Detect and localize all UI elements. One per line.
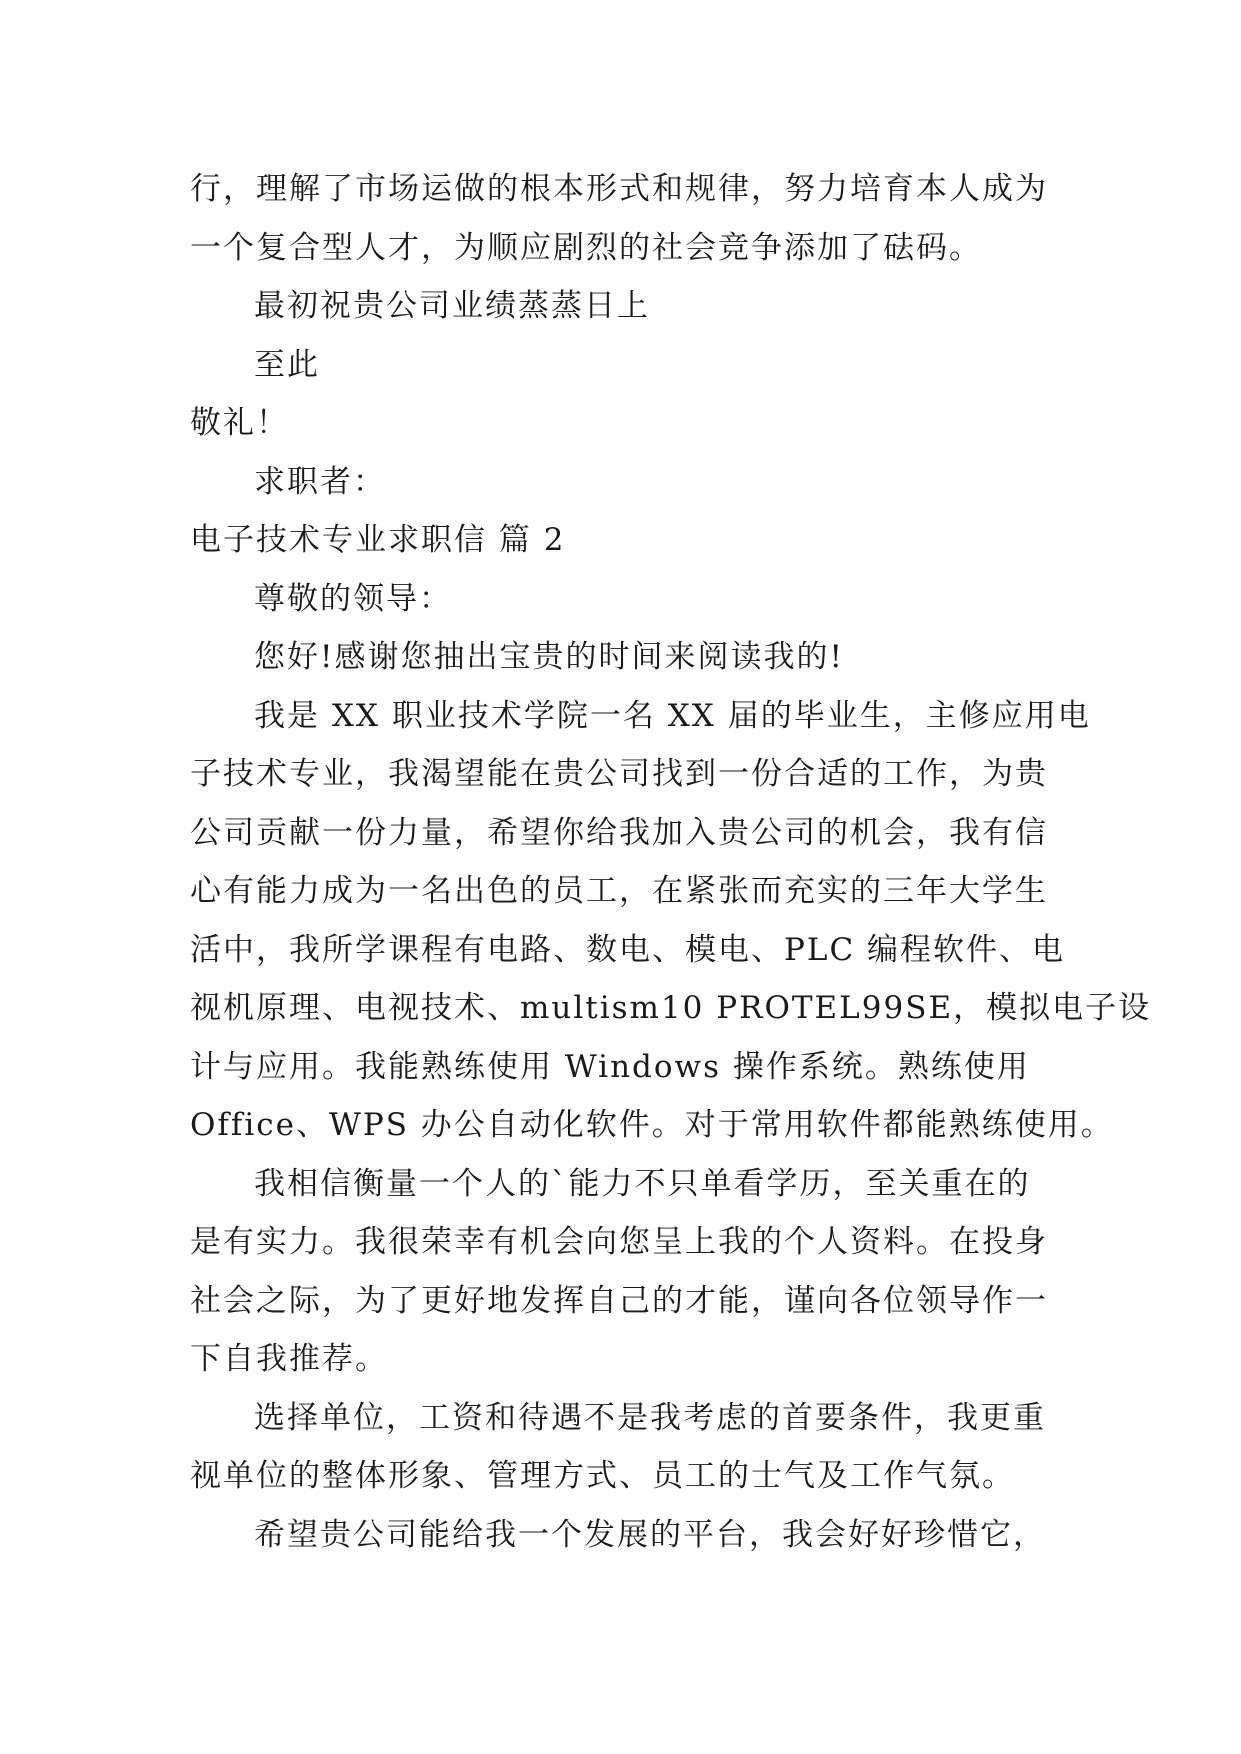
closing-regards: 敬礼！ [190,405,289,441]
text-line: 行，理解了市场运做的根本形式和规律，努力培育本人成为 [190,171,1048,207]
text-line: 我相信衡量一个人的`能力不只单看学历，至关重在的 [254,1165,1031,1202]
text-line: 心有能力成为一名出色的员工，在紧张而充实的三年大学生 [190,873,1048,909]
document-page [190,160,1152,1564]
text-line: 子技术专业，我渴望能在贵公司找到一份合适的工作，为贵 [190,756,1048,792]
text-line: Office、WPS 办公自动化软件。对于常用软件都能熟练使用。 [190,1107,1114,1143]
text-line: 选择单位，工资和待遇不是我考虑的首要条件，我更重 [254,1399,1046,1436]
text-line: 希望贵公司能给我一个发展的平台，我会好好珍惜它， [254,1516,1046,1553]
closing-wish: 最初祝贵公司业绩蒸蒸日上 [254,288,650,324]
closing-salutation: 至此 [254,346,320,383]
text-line: 社会之际，为了更好地发挥自己的才能，谨向各位领导作一 [190,1282,1048,1319]
text-line: 计与应用。我能熟练使用 Windows 操作系统。熟练使用 [190,1048,1030,1085]
greeting: 尊敬的领导： [254,580,452,617]
text-line: 我是 XX 职业技术学院一名 XX 届的毕业生，主修应用电 [254,697,1091,734]
opening-line: 您好!感谢您抽出宝贵的时间来阅读我的! [254,639,844,675]
text-line: 活中，我所学课程有电路、数电、模电、PLC 编程软件、电 [190,931,1066,968]
text-line: 视机原理、电视技术、multism10 PROTEL99SE，模拟电子设 [190,990,1152,1026]
signature-label: 求职者： [254,463,386,500]
text-line: 视单位的整体形象、管理方式、员工的士气及工作气氛。 [190,1458,1015,1494]
text-line: 下自我推荐。 [190,1341,388,1377]
text-line: 一个复合型人才，为顺应剧烈的社会竞争添加了砝码。 [190,229,982,266]
text-line: 公司贡献一份力量，希望你给我加入贵公司的机会，我有信 [190,814,1048,851]
section-heading: 电子技术专业求职信 篇 2 [190,522,566,558]
text-line: 是有实力。我很荣幸有机会向您呈上我的个人资料。在投身 [190,1224,1048,1260]
